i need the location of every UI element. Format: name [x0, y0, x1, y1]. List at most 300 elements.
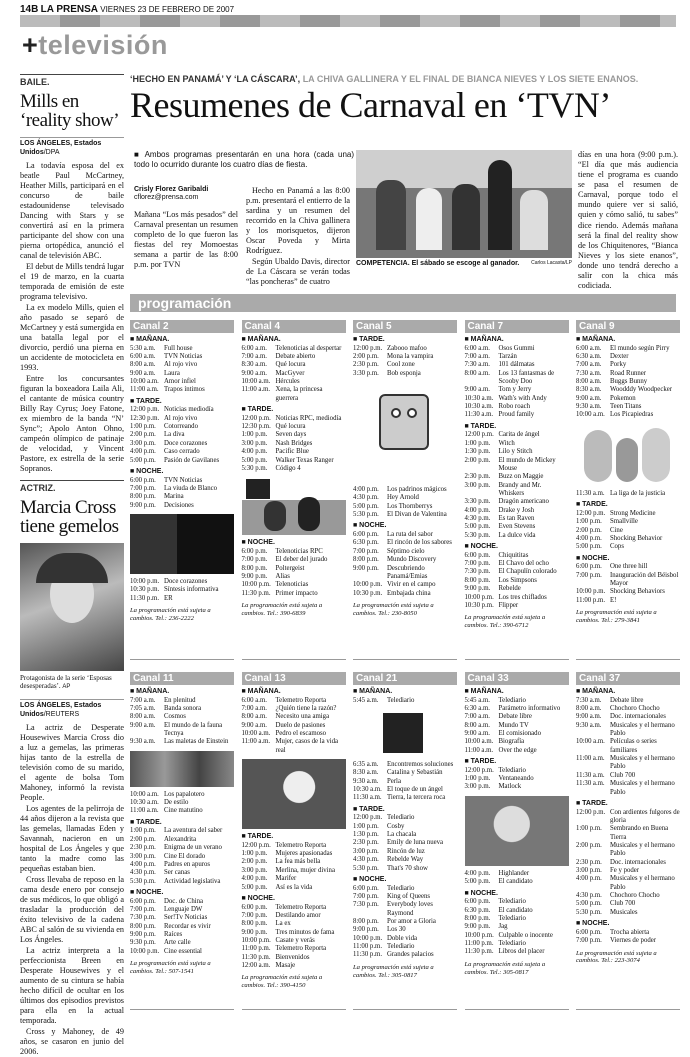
program-time: 7:00 a.m. — [241, 704, 267, 712]
program-time: 7:00 p.m. — [241, 556, 268, 564]
program-time: 5:30 a.m. — [130, 344, 156, 352]
program-time: 7:00 a.m. — [464, 352, 490, 360]
program-title: Tom y Jerry — [498, 386, 532, 394]
program-title: Jag — [498, 923, 508, 931]
program-row — [353, 814, 457, 822]
program-title: Destilando amor — [275, 911, 321, 919]
program-time: 9:00 a.m. — [241, 721, 267, 729]
program-time: 10:30 p.m. — [130, 586, 160, 594]
program-row — [465, 361, 569, 369]
schedule-note: La programación está sujeta a cambios. Tel.: 390-6712 — [464, 614, 546, 630]
byline: Crisly Florez Garibaldi cflorez@prensa.com — [134, 186, 209, 202]
program-title: Telediario — [498, 766, 526, 774]
program-row — [576, 755, 680, 772]
program-title: Duelo de pasiones — [275, 721, 326, 729]
paragraph: Cross y Mahoney, de 49 años, se casaron en junio del 2006. — [20, 1027, 124, 1057]
program-time: 10:00 p.m. — [353, 934, 383, 942]
program-time: 9:00 p.m. — [464, 585, 491, 593]
program-time: 11:30 p.m. — [241, 953, 271, 961]
program-time: 11:30 p.m. — [241, 589, 271, 597]
program-time: 4:00 p.m. — [130, 448, 156, 456]
program-row — [465, 386, 569, 394]
program-row — [130, 738, 234, 746]
program-title: Hércules — [275, 378, 300, 386]
program-title: Actividad legislativa — [164, 877, 221, 885]
program-row — [465, 738, 569, 746]
time-slot-label: ■ NOCHE. — [130, 888, 164, 896]
program-row — [242, 590, 346, 598]
program-time: 9:00 a.m. — [241, 369, 267, 377]
program-title: Telemetro Reporta — [275, 945, 327, 953]
program-time: 8:00 a.m. — [130, 361, 156, 369]
program-time: 12:00 p.m. — [353, 814, 383, 822]
program-title: Witch — [498, 439, 515, 447]
program-row — [576, 510, 680, 518]
program-title: Dragón americano — [498, 498, 549, 506]
program-time: 7:30 p.m. — [353, 901, 379, 909]
program-title: Los Thornberrys — [387, 502, 433, 510]
schedule-note: La programación está sujeta a cambios. Tel.: 230-8050 — [353, 601, 434, 617]
program-time: 7:30 p.m. — [464, 568, 491, 576]
program-time: 9:30 a.m. — [353, 777, 379, 785]
program-title: Flipper — [498, 601, 519, 609]
program-title: Musicales y el hermano Pablo — [610, 841, 675, 858]
program-row — [465, 560, 569, 568]
program-time: 9:00 a.m. — [464, 386, 490, 394]
program-time: 1:00 p.m. — [130, 423, 156, 431]
program-title: Wath's with Andy — [498, 394, 547, 402]
program-row — [353, 856, 457, 864]
program-time: 1:00 p.m. — [130, 827, 156, 835]
program-title: Debate libre — [498, 713, 532, 721]
program-time: 6:00 a.m. — [464, 344, 490, 352]
program-time: 7:00 p.m. — [353, 547, 379, 555]
program-time: 6:00 p.m. — [130, 897, 156, 905]
program-time: 4:00 p.m. — [464, 869, 491, 877]
program-title: Pasión de Gavilanes — [164, 456, 220, 464]
program-time: 9:30 a.m. — [576, 721, 602, 729]
program-title: Club 700 — [610, 771, 636, 779]
program-time: 10:30 a.m. — [130, 799, 159, 807]
channel-header: Canal 37 — [576, 672, 680, 685]
program-title: En plenitud — [164, 696, 196, 704]
program-row — [130, 906, 234, 914]
program-time: 5:30 p.m. — [576, 908, 602, 916]
program-row — [130, 477, 234, 485]
program-row — [576, 809, 680, 826]
program-title: Qué locura — [275, 361, 306, 369]
program-row — [576, 909, 680, 917]
time-slot-label: ■ NOCHE. — [353, 522, 387, 530]
program-row — [465, 515, 569, 523]
article-col2: Hecho en Panamá a las 8:00 p.m. presentará el entierro de la sardina y un resumen del recorrido en la Chiva gallinera y los morisquetos, dijeron Oscar Poveda y Mirta Rodríguez. Según Ubaldo Davis, director de La Cáscara se verán todas “las poncheras” de cuatro — [246, 186, 350, 286]
program-title: Telemetro Reporta — [275, 841, 327, 849]
program-time: 9:00 p.m. — [353, 926, 379, 934]
program-title: Buggs Bunny — [610, 378, 648, 386]
program-row — [242, 548, 346, 556]
program-title: Al rojo vivo — [164, 414, 198, 422]
program-row — [242, 556, 346, 564]
program-title: Telediario — [387, 814, 415, 822]
program-time: 3:30 p.m. — [353, 369, 379, 377]
program-time: 4:30 p.m. — [130, 869, 156, 877]
program-time: 12:00 p.m. — [241, 414, 271, 422]
program-row — [465, 482, 569, 499]
program-row — [242, 875, 346, 883]
program-time: 2:30 p.m. — [353, 839, 379, 847]
time-slot-label: ■ TARDE. — [464, 422, 497, 430]
program-time: 6:00 p.m. — [464, 551, 491, 559]
program-row — [576, 361, 680, 369]
program-title: Pedro el escamoso — [275, 730, 327, 738]
program-row — [130, 791, 234, 799]
program-time: 1:00 p.m. — [576, 518, 602, 526]
program-title: La liga de la justicia — [610, 489, 666, 497]
program-row — [130, 431, 234, 439]
program-row — [465, 932, 569, 940]
program-time: 4:30 p.m. — [576, 892, 602, 900]
program-title: Necesito una amiga — [275, 713, 330, 721]
program-title: Es tan Raven — [498, 515, 535, 523]
program-title: MacGyver — [275, 369, 305, 377]
program-row — [242, 448, 346, 456]
time-slot-label: ■ MAÑANA. — [130, 688, 170, 695]
channel-header: Canal 5 — [353, 320, 457, 333]
program-title: Viernes de poder — [610, 937, 657, 945]
program-row — [242, 920, 346, 928]
program-row — [242, 581, 346, 589]
program-row — [242, 465, 346, 473]
program-row — [465, 345, 569, 353]
program-title: El toque de un ángel — [387, 786, 443, 794]
program-row — [465, 775, 569, 783]
program-row — [242, 353, 346, 361]
program-time: 2:00 p.m. — [241, 858, 268, 866]
program-time: 4:30 p.m. — [464, 515, 491, 523]
program-row — [353, 786, 457, 794]
program-time: 6:00 p.m. — [464, 898, 491, 906]
schedule-note: La programación está sujeta a cambios. Tel.: 223-3074 — [576, 949, 657, 965]
program-time: 5:30 p.m. — [464, 531, 491, 539]
program-time: 11:30 p.m. — [130, 594, 160, 602]
paragraph: El debut de Mills tendrá lugar el 19 de marzo, en la cuarta temporada de emisión de este programa televisivo. — [20, 262, 124, 302]
program-title: TVN Noticias — [164, 352, 203, 360]
channel-column — [242, 672, 346, 1010]
program-row — [130, 370, 234, 378]
program-title: Over the edge — [498, 746, 537, 754]
program-title: El mundo de Mickey Mouse — [498, 456, 556, 472]
program-row — [465, 448, 569, 456]
program-row — [576, 395, 680, 403]
program-row — [130, 423, 234, 431]
program-title: Telemetro Reporta — [275, 696, 327, 704]
program-row — [576, 705, 680, 713]
program-row — [130, 586, 234, 594]
program-title: Parámetro informativo — [498, 704, 561, 712]
paragraph: Entre los concursantes figuran la boxeadora Laila Ali, el cantante de música country Billy Ray Cyrus; Joey Fatone, ex miembro de la banda “N’ Sync”; Apolo Anton Ohno, campeón olímpico de patinaje de velocidad, y Vincent Pastore, ex estrella de la serie Sopranos. — [20, 374, 124, 474]
program-time: 12:00 p.m. — [464, 431, 494, 439]
program-title: Así es la vida — [275, 883, 313, 891]
program-row — [576, 713, 680, 721]
time-slot-label: ■ TARDE. — [464, 758, 497, 766]
time-slot-label: ■ NOCHE. — [576, 920, 610, 928]
program-row — [576, 929, 680, 937]
program-time: 3:30 p.m. — [464, 498, 491, 506]
program-time: 4:00 p.m. — [130, 860, 156, 868]
program-title: Doce corazones — [164, 577, 208, 585]
program-title: E! — [610, 596, 617, 604]
channel-column — [130, 320, 234, 660]
program-title: Osos Gummi — [498, 344, 535, 352]
program-row — [130, 386, 234, 394]
program-time: 8:30 a.m. — [576, 386, 602, 394]
program-time: 3:00 p.m. — [464, 481, 491, 489]
mills-title: Mills en ‘reality show’ — [20, 90, 120, 131]
cross-title: Marcia Cross tiene gemelos — [20, 497, 119, 537]
program-time: 2:00 p.m. — [464, 456, 491, 464]
program-title: Ser!Tv Noticias — [164, 914, 208, 922]
program-time: 6:00 a.m. — [241, 344, 267, 352]
program-title: Chochoro Chocho — [610, 704, 660, 712]
program-title: El mundo según Pirry — [610, 344, 670, 352]
program-title: Mujer, casos de la vida real — [275, 738, 339, 754]
program-title: El candidato — [498, 878, 533, 886]
program-title: Biografía — [498, 738, 525, 746]
program-photo — [353, 382, 457, 482]
program-title: Los 30 — [387, 926, 406, 934]
program-time: 2:00 p.m. — [576, 526, 602, 534]
channel-column — [353, 320, 457, 660]
program-row — [353, 353, 457, 361]
program-row — [576, 370, 680, 378]
program-title: Chiquititas — [498, 551, 529, 559]
program-time: 9:00 p.m. — [130, 931, 156, 939]
program-row — [353, 918, 457, 926]
program-time: 10:30 p.m. — [353, 589, 383, 597]
program-row — [130, 844, 234, 852]
program-row — [130, 914, 234, 922]
program-title: Con ardientes fulgores de gloria — [610, 808, 680, 824]
channel-column — [353, 672, 457, 1010]
program-time: 8:00 p.m. — [241, 564, 268, 572]
time-slot-label: ■ TARDE. — [130, 818, 162, 826]
program-title: Los Simpsons — [498, 576, 537, 584]
time-slot-label: ■ TARDE. — [241, 833, 274, 841]
program-title: ¿Quién tiene la razón? — [275, 704, 337, 712]
program-row — [130, 361, 234, 369]
program-title: Arte calle — [164, 939, 191, 947]
program-time: 11:00 a.m. — [130, 807, 159, 815]
program-title: Padres en apuros — [164, 860, 211, 868]
program-title: ER — [164, 594, 173, 602]
program-title: Rebelde — [498, 585, 521, 593]
program-time: 7:00 p.m. — [576, 571, 602, 579]
program-time: 3:00 p.m. — [353, 847, 379, 855]
program-title: Even Stevens — [498, 523, 536, 531]
program-title: El comisionado — [498, 730, 541, 738]
program-row — [242, 912, 346, 920]
program-title: Cine matutino — [164, 807, 203, 815]
program-title: Por amor a Gloria — [387, 917, 436, 925]
program-row — [242, 345, 346, 353]
program-time: 6:00 p.m. — [130, 476, 156, 484]
program-row — [130, 861, 234, 869]
channel-column — [465, 320, 569, 660]
channel-column — [242, 320, 346, 660]
program-row — [130, 807, 234, 815]
program-row — [130, 869, 234, 877]
program-title: Nash Bridges — [275, 439, 313, 447]
program-title: Lenguaje DW — [164, 905, 203, 913]
program-title: La dulce vida — [498, 531, 536, 539]
mills-body — [20, 161, 124, 474]
lede: ■ Ambos programas presentarán en una hora (cada una) todo lo ocurrido durante los cuatro días de fiesta. — [134, 150, 355, 169]
dateline: LOS ÁNGELES, Estados Unidos/REUTERS — [20, 699, 124, 719]
program-row — [130, 485, 234, 493]
program-row — [353, 901, 457, 918]
programacion-bar: programación — [130, 294, 676, 312]
program-row — [465, 713, 569, 721]
program-time: 8:00 p.m. — [353, 917, 379, 925]
program-title: Hey Arnold — [387, 494, 419, 502]
program-row — [465, 907, 569, 915]
time-slot-label: ■ MAÑANA. — [464, 336, 504, 343]
program-row — [465, 403, 569, 411]
program-title: Qué locura — [275, 423, 306, 431]
program-row — [465, 602, 569, 610]
program-row — [576, 738, 680, 755]
tv-schedule-grid — [130, 320, 680, 1012]
program-title: La fea más bella — [275, 858, 321, 866]
program-row — [130, 406, 234, 414]
program-title: El candidato — [498, 906, 533, 914]
program-time: 7:05 a.m. — [130, 704, 156, 712]
program-row — [130, 502, 234, 510]
program-title: Shocking Behaviors — [610, 588, 665, 596]
program-row — [465, 411, 569, 419]
program-title: Highlander — [498, 869, 530, 877]
program-row — [465, 923, 569, 931]
program-row — [576, 543, 680, 551]
program-title: Bob esponja — [387, 369, 421, 377]
program-time: 1:00 p.m. — [353, 822, 379, 830]
program-title: Telenoticias al despertar — [275, 344, 342, 352]
program-title: One three hill — [610, 563, 648, 571]
program-title: King of Queens — [387, 892, 431, 900]
program-title: Tres minutos de fama — [275, 928, 335, 936]
program-row — [576, 535, 680, 543]
program-title: La viuda de Blanco — [164, 484, 218, 492]
channel-header: Canal 4 — [242, 320, 346, 333]
program-title: Teen Titans — [610, 403, 642, 411]
program-time: 8:30 a.m. — [241, 361, 267, 369]
program-time: 3:00 p.m. — [130, 439, 156, 447]
program-title: Enigma de un verano — [164, 844, 222, 852]
program-title: Las maletas de Einstein — [164, 738, 229, 746]
program-row — [130, 595, 234, 603]
program-row — [130, 578, 234, 586]
program-time: 11:00 a.m. — [241, 386, 271, 394]
header-bar — [20, 15, 676, 27]
program-title: Musicales — [610, 908, 638, 916]
program-title: Descubriendo Panamá/Emias — [387, 564, 428, 580]
time-slot-label: ■ MAÑANA. — [241, 336, 281, 343]
program-row — [576, 859, 680, 867]
program-row — [465, 722, 569, 730]
photo-caption: COMPETENCIA. El sábado se escoge al ganador. Carlos Lacasta/LP — [356, 260, 572, 267]
time-slot-label: ■ MAÑANA. — [353, 688, 393, 695]
program-row — [130, 353, 234, 361]
program-time: 4:30 p.m. — [353, 494, 379, 502]
program-time: 4:00 p.m. — [576, 875, 602, 883]
program-time: 5:00 p.m. — [576, 543, 602, 551]
program-row — [576, 378, 680, 386]
program-title: Los tres chiflados — [498, 593, 547, 601]
program-row — [353, 865, 457, 873]
program-time: 8:00 a.m. — [464, 369, 490, 377]
program-time: 2:00 p.m. — [576, 841, 602, 849]
program-time: 10:00 p.m. — [130, 947, 160, 955]
program-title: El rincón de los sabores — [387, 539, 452, 547]
program-row — [353, 503, 457, 511]
program-title: Robo roach — [498, 403, 531, 411]
program-time: 8:00 p.m. — [353, 556, 379, 564]
program-time: 6:35 a.m. — [353, 760, 379, 768]
program-row — [465, 577, 569, 585]
program-title: Cine essential — [164, 947, 202, 955]
program-row — [576, 697, 680, 705]
program-row — [576, 386, 680, 394]
program-time: 3:00 p.m. — [464, 783, 491, 791]
program-title: Pacific Blue — [275, 448, 309, 456]
program-title: Pokemon — [610, 394, 636, 402]
program-time: 7:30 a.m. — [464, 361, 490, 369]
paragraph: La ex modelo Mills, quien el año pasado se separó de McCartney y está sumergida en una batalla legal por el divorcio, perdió una pierna en un accidente de motocicleta en 1993. — [20, 303, 124, 373]
channel-header: Canal 21 — [353, 672, 457, 685]
program-title: Emily de luna nueva — [387, 839, 444, 847]
program-row — [242, 962, 346, 970]
program-time: 9:30 p.m. — [130, 939, 156, 947]
marcia-cross-photo — [20, 543, 124, 671]
program-time: 9:00 p.m. — [464, 923, 491, 931]
program-time: 11:30 p.m. — [353, 951, 383, 959]
program-time: 10:00 p.m. — [576, 588, 606, 596]
program-title: Raíces — [164, 931, 183, 939]
program-photo — [465, 796, 569, 866]
program-row — [576, 842, 680, 859]
program-title: Al rojo vivo — [164, 361, 198, 369]
program-row — [576, 875, 680, 892]
program-title: Masaje — [275, 962, 296, 970]
program-time: 6:00 p.m. — [241, 547, 268, 555]
program-time: 10:30 a.m. — [464, 403, 494, 411]
time-slot-label: ■ NOCHE. — [241, 539, 275, 547]
program-time: 9:00 a.m. — [130, 369, 156, 377]
program-row — [242, 378, 346, 386]
program-row — [576, 572, 680, 589]
program-time: 5:30 p.m. — [130, 877, 156, 885]
program-row — [576, 353, 680, 361]
program-row — [576, 722, 680, 739]
program-title: Doc. internacionales — [610, 713, 666, 721]
program-row — [242, 457, 346, 465]
schedule-note: La programación está sujeta a cambios. Tel.: 390-6839 — [241, 602, 323, 617]
program-row — [465, 940, 569, 948]
program-row — [465, 440, 569, 448]
program-time: 10:00 p.m. — [130, 577, 160, 585]
time-slot-label: ■ MAÑANA. — [576, 688, 616, 695]
program-row — [130, 799, 234, 807]
